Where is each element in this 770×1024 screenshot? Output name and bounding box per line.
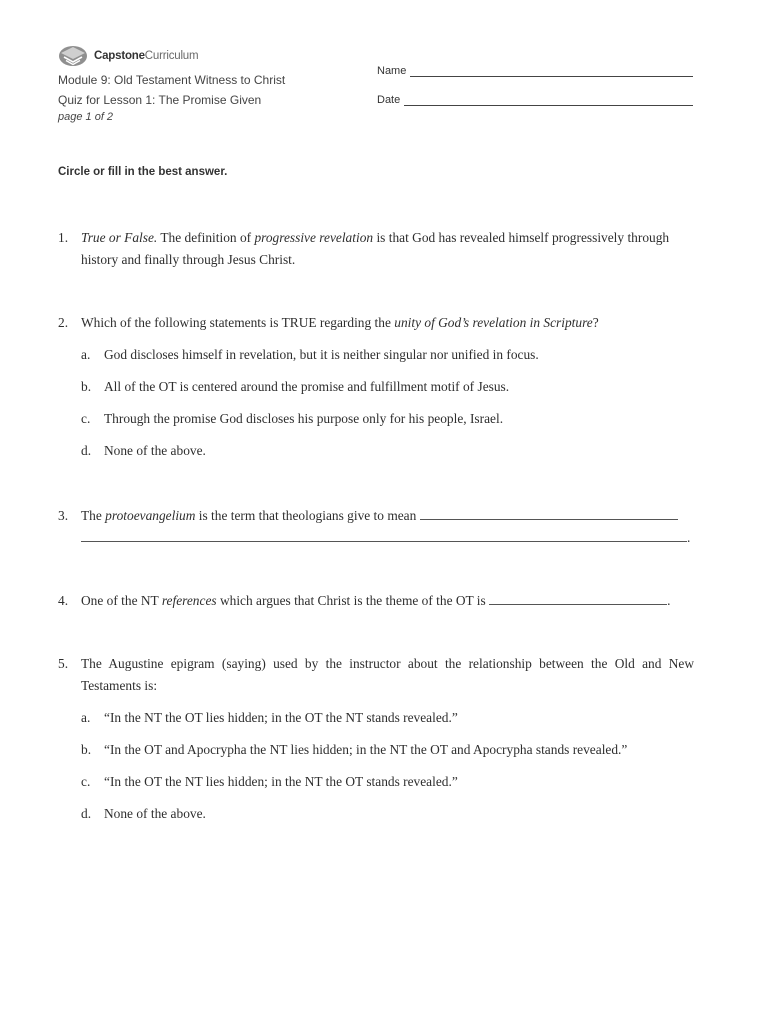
answer-blank[interactable] [420,505,678,520]
name-field[interactable] [377,64,693,77]
question-5 [58,653,694,697]
answer-blank[interactable] [489,590,667,605]
instructions: Circle or fill in the best answer. [58,166,228,178]
option-2c[interactable]: c. Through the promise God discloses his purpose only for his people, Israel. [81,411,504,426]
question-number: 5. [58,656,69,671]
date-line[interactable] [404,93,693,106]
date-label: Date [377,94,401,106]
brand-name: CapstoneCurriculum [94,50,199,62]
question-text: The protoevangelium is the term that theologians give to mean [81,505,694,527]
name-label: Name [377,65,407,77]
question-number: 2. [58,315,69,330]
module-title: Module 9: Old Testament Witness to Christ [58,73,286,87]
question-3 [58,505,694,549]
option-2b[interactable]: b. All of the OT is centered around the promise and fulfillment motif of Jesus. [81,379,510,394]
page-indicator: page 1 of 2 [58,111,114,123]
answer-line-2: . [81,527,694,549]
question-number: 3. [58,508,69,523]
capstone-logo [58,44,198,68]
question-text: Which of the following statements is TRUE regarding the unity of God’s revelation in Scripture? [81,315,599,330]
quiz-title: Quiz for Lesson 1: The Promise Given [58,93,262,107]
date-field[interactable] [377,93,693,106]
option-5b[interactable]: b. “In the OT and Apocrypha the NT lies hidden; in the NT the OT and Apocrypha stands revealed.” [81,742,628,757]
question-4 [58,590,694,612]
option-2a[interactable]: a. God discloses himself in revelation, but it is neither singular nor unified in focus. [81,347,539,362]
option-5c[interactable]: c. “In the OT the NT lies hidden; in the NT the OT stands revealed.” [81,774,458,789]
question-text: One of the NT references which argues that Christ is the theme of the OT is . [81,590,694,612]
question-1 [58,227,694,271]
option-2d[interactable]: d. None of the above. [81,443,206,458]
option-5a[interactable]: a. “In the NT the OT lies hidden; in the OT the NT stands revealed.” [81,710,458,725]
answer-blank[interactable] [81,527,687,542]
question-number: 1. [58,230,69,245]
option-5d[interactable]: d. None of the above. [81,806,206,821]
question-text: The Augustine epigram (saying) used by the instructor about the relationship between the Old and New Testaments is: [81,656,694,693]
question-2 [58,312,694,334]
question-text: True or False. The definition of progressive revelation is that God has revealed himself progressively through history and finally through Jesus Christ. [81,230,670,267]
capstone-logo-icon [58,45,88,67]
name-line[interactable] [410,64,693,77]
question-number: 4. [58,593,69,608]
